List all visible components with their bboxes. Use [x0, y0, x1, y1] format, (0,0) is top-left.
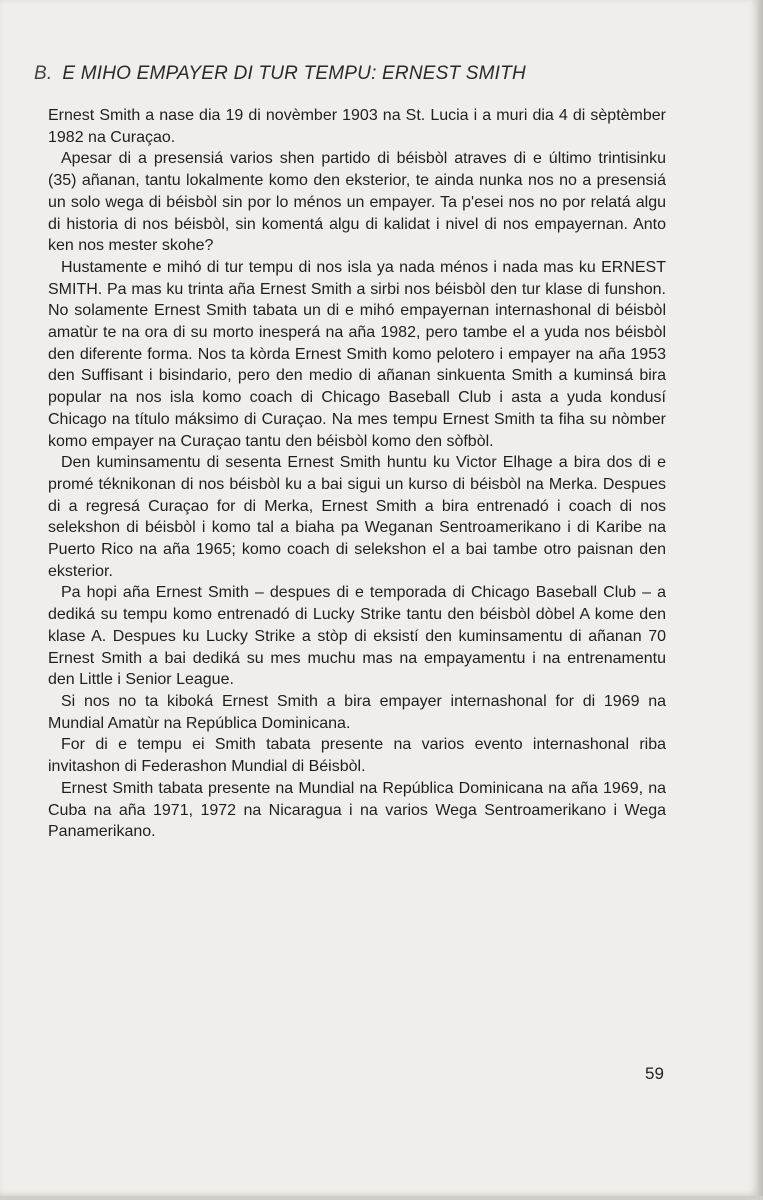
section-title: E MIHO EMPAYER DI TUR TEMPU: ERNEST SMITH [62, 63, 526, 84]
page-edge-shadow [757, 0, 763, 1200]
paragraph-international-umpire: Si nos no ta kiboká Ernest Smith a bira empayer internashonal for di 1969 na Mundial Amatùr na República Dominicana. [48, 692, 666, 732]
page-number: 59 [645, 1064, 664, 1083]
paragraph-federation: For di e tempu ei Smith tabata presente na varios evento internashonal riba invitashon di Federashon Mundial di Béisbòl. [48, 736, 666, 776]
paragraph-introduction: Apesar di a presensiá varios shen partido di béisbòl atraves di e último trintisinku (35) añanan, tantu lokalmente komo den eksterior, te ainda nunka nos no a presensiá un solo wega di béisbòl sin por lo ménos un empayer. Ta p'esei nos no por relatá algu di historia di nos béisbòl, sin komentá algu di kalidat i nivel di nos empayernan. Anto ken nos mester skohe? [48, 150, 666, 255]
paragraph-lucky-strike: Pa hopi aña Ernest Smith – despues di e temporada di Chicago Baseball Club – a dediká su tempu komo entrenadó di Lucky Strike tantu den béisbòl dòbel A kome den klase A. Despues ku Lucky Strike a stòp di eksistí den kuminsamentu di añanan 70 Ernest Smith a bai dediká su mes muchu mas na empayamentu i na entrenamentu den Little i Senior League. [48, 584, 666, 689]
body-text [48, 105, 666, 843]
section-letter: B. [34, 63, 53, 84]
page-bottom-edge [0, 1196, 763, 1200]
paragraph-career: Hustamente e mihó di tur tempu di nos isla ya nada ménos i nada mas ku ERNEST SMITH. Pa mas ku trinta aña Ernest Smith a sirbi nos béisbòl den tur klase di funshon. No solamente Ernest Smith tabata un di e mihó empayernan internashonal di béisbòl amatùr te na ora di su morto inesperá na aña 1982, pero tambe el a yuda nos béisbòl den diferente forma. Nos ta kòrda Ernest Smith komo pelotero i empayer na aña 1953 den Suffisant i bisindario, pero den medio di añanan sinkuenta Smith a kuminsá bira popular na nos isla komo coach di Chicago Baseball Club i asta a yuda kondusí Chicago na título máksimo di Curaçao. Na mes tempu Ernest Smith ta fiha su nòmber komo empayer na Curaçao tantu den béisbòl komo den sòfbòl. [48, 258, 666, 450]
section-heading [34, 63, 714, 85]
paragraph-coaching: Den kuminsamentu di sesenta Ernest Smith huntu ku Victor Elhage a bira dos di e promé téknikonan di nos béisbòl ku a bai sigui un kurso di béisbòl na Merka. Despues di a regresá Curaçao for di Merka, Ernest Smith a bira entrenadó i coach di nos selekshon di béisbòl i komo tal a biaha pa Weganan Sentroamerikano i di Karibe na Puerto Rico na aña 1965; komo coach di selekshon el a bai tambe otro paisnan den eksterior. [48, 454, 666, 580]
paragraph-tournaments: Ernest Smith tabata presente na Mundial na República Dominicana na aña 1969, na Cuba na aña 1971, 1972 na Nicaragua i na varios Wega Sentroamerikano i Wega Panamerikano. [48, 779, 666, 841]
paragraph-birth-death: Ernest Smith a nase dia 19 di novèmber 1903 na St. Lucia i a muri dia 4 di sèptèmber 1982 na Curaçao. [48, 107, 666, 146]
